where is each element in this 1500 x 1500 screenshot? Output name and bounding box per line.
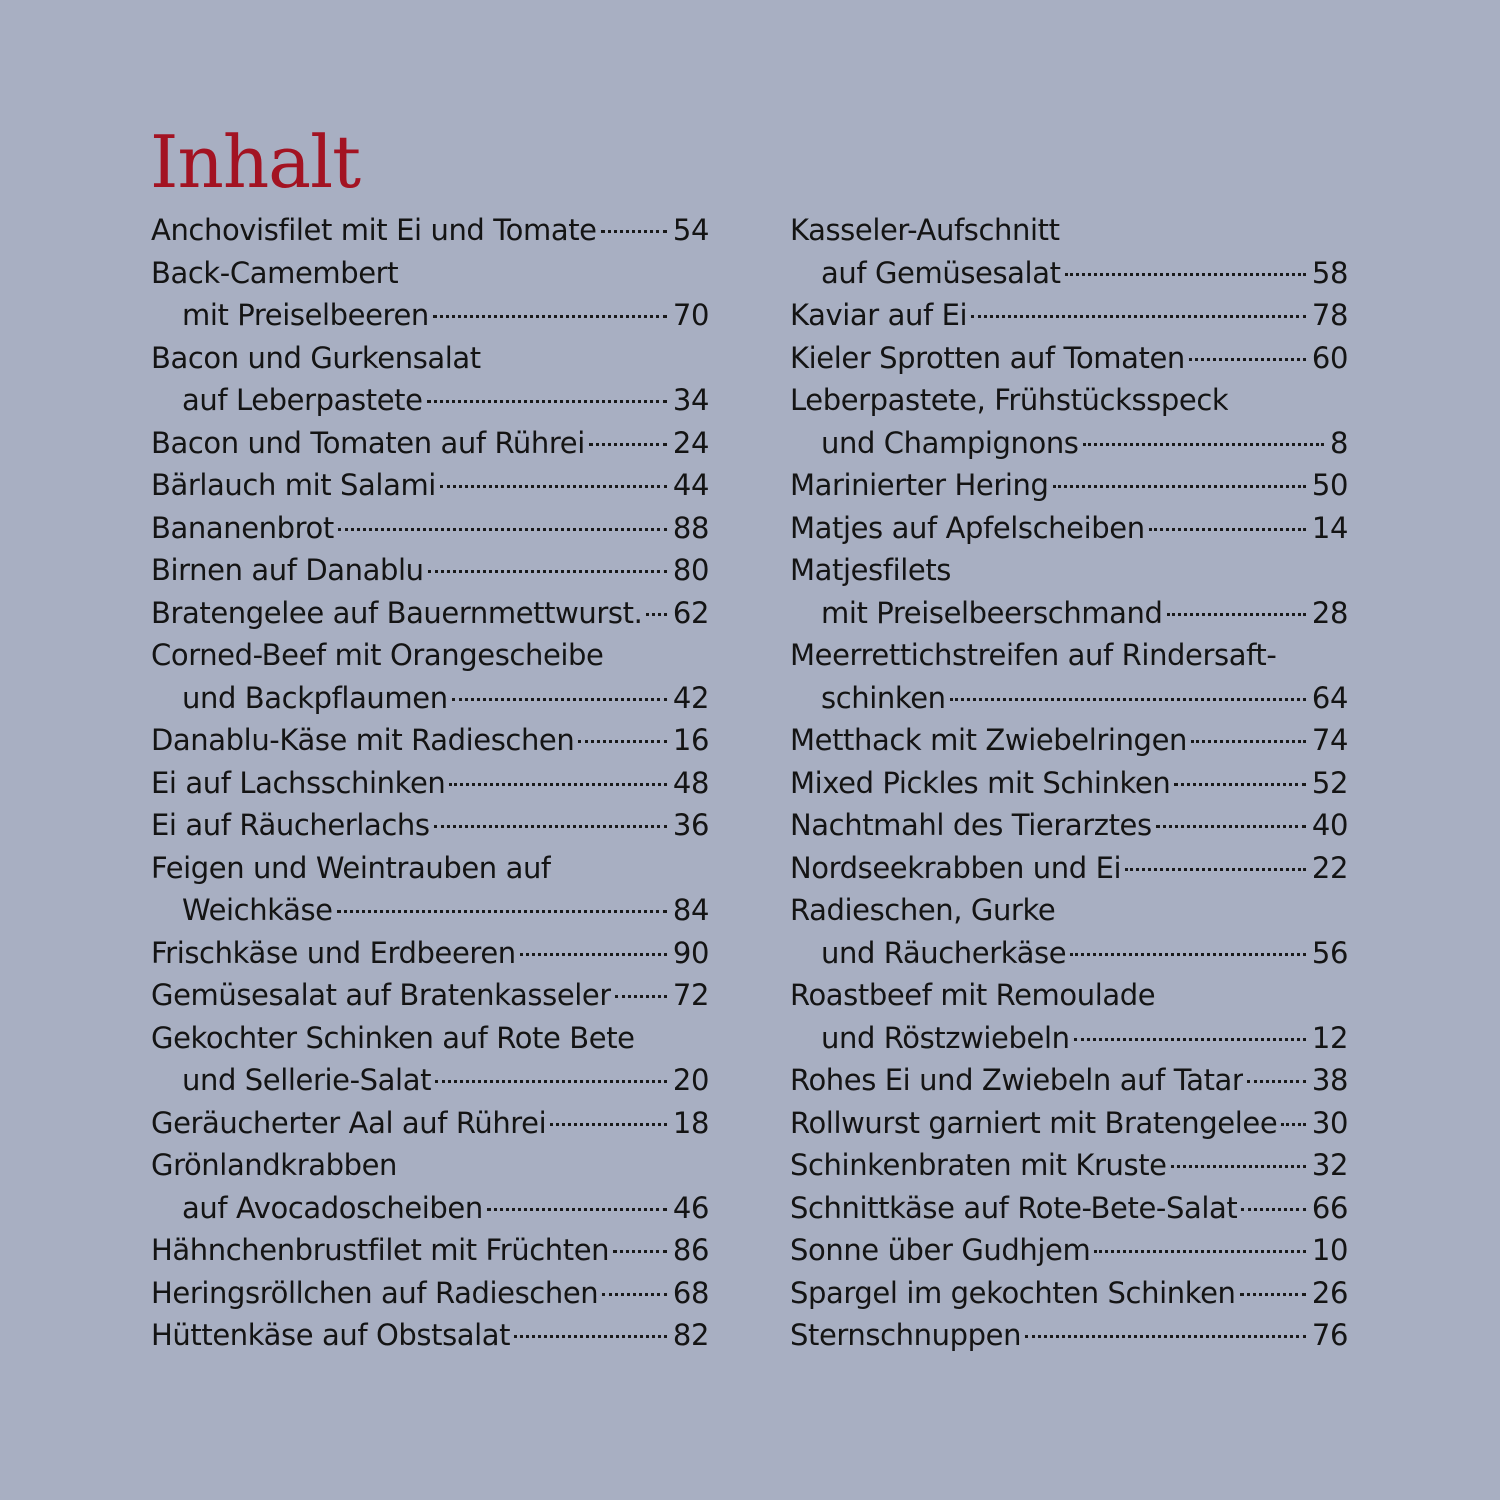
toc-entry-title: Kieler Sprotten auf Tomaten [790, 340, 1185, 375]
toc-entry-title: Schnittkäse auf Rote-Bete-Salat [790, 1190, 1238, 1225]
toc-entry-line [790, 592, 1348, 635]
toc-entry-line [790, 507, 1348, 550]
toc-entry-title: Grönlandkrabben [151, 1148, 398, 1182]
toc-entry-title: Hüttenkäse auf Obstsalat [151, 1318, 511, 1352]
toc-entry-line [151, 294, 709, 337]
toc-entry-line [151, 762, 709, 805]
dot-leader [1240, 1293, 1306, 1296]
dot-leader [1125, 868, 1306, 871]
dot-leader [578, 740, 667, 743]
toc-entry-line [790, 294, 1348, 337]
dot-leader [613, 1250, 667, 1253]
toc-page-number: 48 [672, 765, 709, 800]
toc-entry-title: Matjesfilets [790, 553, 952, 587]
dot-leader [449, 783, 667, 786]
toc-entry-line [151, 847, 709, 890]
toc-entry-title: und Röstzwiebeln [821, 1020, 1070, 1055]
toc-entry-title: Back-Camembert [151, 255, 399, 290]
toc-page-number: 18 [672, 1105, 709, 1140]
dot-leader [1065, 273, 1306, 276]
toc-entry-line [790, 1059, 1348, 1102]
toc-entry-title: Meerrettichstreifen auf Rindersaft- [790, 638, 1277, 672]
toc-entry-title: auf Avocadoscheiben [182, 1190, 483, 1225]
toc-entry-line [151, 507, 709, 550]
toc-entry-line [151, 337, 709, 380]
toc-page-number: 58 [1311, 255, 1348, 290]
toc-entry-title: mit Preiselbeeren [182, 298, 429, 332]
dot-leader [1174, 783, 1306, 786]
dot-leader [1070, 953, 1306, 956]
toc-page-number: 74 [1311, 723, 1348, 757]
toc-page-number: 90 [672, 935, 709, 970]
toc-entry-line [790, 1144, 1348, 1187]
toc-page-number: 68 [672, 1275, 709, 1310]
toc-entry-line [790, 337, 1348, 380]
toc-entry-line [790, 464, 1348, 507]
dot-leader [338, 528, 667, 531]
dot-leader [601, 230, 667, 233]
dot-leader [427, 400, 667, 403]
toc-page-number: 14 [1311, 510, 1348, 545]
toc-entry-line [151, 1314, 709, 1357]
toc-entry-line [790, 804, 1348, 847]
toc-entry-title: Weichkäse [182, 893, 333, 927]
toc-entry-title: Spargel im gekochten Schinken [790, 1275, 1236, 1310]
toc-entry-line [790, 634, 1348, 677]
toc-entry-title: Hähnchenbrustfilet mit Früchten [151, 1233, 610, 1267]
toc-entry-line [151, 804, 709, 847]
toc-entry-line [790, 1229, 1348, 1272]
toc-entry-line [790, 379, 1348, 422]
toc-entry-title: Nachtmahl des Tierarztes [790, 808, 1152, 842]
dot-leader [602, 1293, 667, 1296]
toc-page-number: 86 [672, 1233, 709, 1267]
dot-leader [1149, 528, 1306, 531]
toc-page-number: 36 [672, 808, 709, 842]
dot-leader [433, 315, 667, 318]
dot-leader [615, 995, 667, 998]
toc-page-number: 28 [1311, 595, 1348, 630]
dot-leader [646, 613, 666, 616]
dot-leader [428, 570, 667, 573]
toc-page-number: 22 [1311, 850, 1348, 885]
toc-entry-line [790, 889, 1348, 932]
toc-entry-title: Metthack mit Zwiebelringen [790, 723, 1187, 757]
toc-page-number: 52 [1311, 765, 1348, 800]
toc-entry-title: Leberpastete, Frühstücksspeck [790, 383, 1229, 417]
dot-leader [1247, 1080, 1305, 1083]
toc-entry-title: Ei auf Lachsschinken [151, 765, 446, 800]
toc-page-number: 38 [1311, 1063, 1348, 1097]
toc-entry-title: Rollwurst garniert mit Bratengelee [790, 1105, 1278, 1140]
toc-entry-line [151, 379, 709, 422]
dot-leader [550, 1123, 667, 1126]
dot-leader [1281, 1123, 1306, 1126]
toc-entry-line [151, 1059, 709, 1102]
toc-entry-title: und Räucherkäse [821, 935, 1067, 970]
toc-entry-title: Nordseekrabben und Ei [790, 850, 1122, 885]
toc-entry-line [151, 209, 709, 252]
toc-page-number: 50 [1311, 468, 1348, 502]
toc-page-number: 88 [672, 510, 709, 545]
toc-page-number: 10 [1311, 1233, 1348, 1267]
dot-leader [514, 1335, 667, 1338]
dot-leader [1025, 1335, 1306, 1338]
toc-entry-line [151, 252, 709, 295]
toc-entry-line [790, 1187, 1348, 1230]
toc-entry-line [151, 932, 709, 975]
toc-entry-line [151, 1272, 709, 1315]
toc-entry-line [790, 677, 1348, 720]
toc-column-left [151, 209, 709, 1357]
toc-entry-line [790, 422, 1348, 465]
toc-page-number: 44 [672, 468, 709, 502]
toc-entry-line [790, 1272, 1348, 1315]
toc-entry-title: Bacon und Tomaten auf Rührei [151, 425, 585, 460]
toc-page-number: 12 [1311, 1020, 1348, 1055]
toc-page-number: 16 [672, 723, 709, 757]
toc-entry-title: Schinkenbraten mit Kruste [790, 1148, 1167, 1182]
toc-entry-line [151, 889, 709, 932]
toc-entry-title: Heringsröllchen auf Radieschen [151, 1275, 599, 1310]
toc-entry-title: Matjes auf Apfelscheiben [790, 510, 1145, 545]
toc-entry-line [151, 634, 709, 677]
dot-leader [1189, 358, 1306, 361]
dot-leader [1156, 825, 1306, 828]
toc-entry-line [790, 1314, 1348, 1357]
dot-leader [589, 443, 667, 446]
dot-leader [1167, 613, 1306, 616]
toc-column-right [790, 209, 1348, 1357]
toc-entry-title: Ei auf Räucherlachs [151, 808, 430, 842]
toc-page-number: 24 [672, 425, 709, 460]
toc-entry-title: Sonne über Gudhjem [790, 1233, 1091, 1267]
toc-entry-title: Roastbeef mit Remoulade [790, 978, 1156, 1012]
dot-leader [440, 485, 667, 488]
toc-entry-title: Anchovisfilet mit Ei und Tomate [151, 213, 597, 247]
toc-page-number: 56 [1311, 935, 1348, 970]
toc-entry-title: Geräucherter Aal auf Rührei [151, 1105, 547, 1140]
toc-page-number: 84 [672, 893, 709, 927]
toc-page-number: 54 [672, 213, 709, 247]
toc-page-number: 80 [672, 553, 709, 587]
dot-leader [1094, 1250, 1306, 1253]
toc-page-number: 40 [1311, 808, 1348, 842]
toc-entry-line [790, 974, 1348, 1017]
toc-entry-line [151, 677, 709, 720]
toc-page-number: 66 [1311, 1190, 1348, 1225]
toc-entry-title: Kaviar auf Ei [790, 298, 968, 332]
toc-entry-title: Bärlauch mit Salami [151, 468, 436, 502]
toc-page-number: 82 [672, 1318, 709, 1352]
toc-entry-title: und Backpflaumen [182, 680, 448, 715]
toc-page-number: 78 [1311, 298, 1348, 332]
dot-leader [337, 910, 667, 913]
toc-entry-title: Rohes Ei und Zwiebeln auf Tatar [790, 1063, 1244, 1097]
toc-entry-line [151, 1102, 709, 1145]
toc-page-number: 30 [1311, 1105, 1348, 1140]
dot-leader [1074, 1038, 1306, 1041]
toc-entry-line [151, 1144, 709, 1187]
toc-entry-line [151, 592, 709, 635]
toc-entry-line [151, 974, 709, 1017]
toc-entry-line [151, 1017, 709, 1060]
toc-entry-title: Sternschnuppen [790, 1318, 1022, 1352]
toc-entry-line [151, 549, 709, 592]
toc-page-number: 70 [672, 298, 709, 332]
dot-leader [1171, 1165, 1306, 1168]
toc-entry-title: Kasseler-Aufschnitt [790, 213, 1060, 247]
dot-leader [435, 1080, 667, 1083]
toc-entry-line [790, 209, 1348, 252]
toc-entry-title: Radieschen, Gurke [790, 893, 1056, 927]
dot-leader [434, 825, 667, 828]
toc-entry-line [790, 549, 1348, 592]
toc-entry-title: Frischkäse und Erdbeeren [151, 935, 516, 970]
toc-entry-line [790, 762, 1348, 805]
toc-page-number: 72 [672, 978, 709, 1012]
toc-entry-title: auf Gemüsesalat [821, 255, 1061, 290]
toc-page-number: 8 [1329, 425, 1348, 460]
toc-page-number: 34 [672, 383, 709, 417]
toc-page-number: 32 [1311, 1148, 1348, 1182]
dot-leader [1241, 1208, 1306, 1211]
toc-entry-line [790, 1102, 1348, 1145]
toc-entry-title: und Champignons [821, 425, 1079, 460]
toc-entry-line [790, 719, 1348, 762]
toc-entry-line [151, 1187, 709, 1230]
toc-page-number: 26 [1311, 1275, 1348, 1310]
toc-entry-line [790, 1017, 1348, 1060]
toc-page-number: 20 [672, 1063, 709, 1097]
dot-leader [1191, 740, 1306, 743]
toc-page-number: 42 [672, 680, 709, 715]
toc-entry-title: Mixed Pickles mit Schinken [790, 765, 1171, 800]
toc-entry-title: Bratengelee auf Bauernmettwurst. [151, 595, 643, 630]
dot-leader [1053, 485, 1306, 488]
toc-entry-title: auf Leberpastete [182, 383, 423, 417]
dot-leader [1083, 443, 1324, 446]
toc-entry-title: Bananenbrot [151, 510, 334, 545]
dot-leader [520, 953, 667, 956]
toc-page-number: 60 [1311, 340, 1348, 375]
toc-entry-line [790, 252, 1348, 295]
toc-entry-title: mit Preiselbeerschmand [821, 595, 1163, 630]
toc-entry-line [151, 464, 709, 507]
toc-entry-line [151, 1229, 709, 1272]
dot-leader [950, 698, 1306, 701]
dot-leader [971, 315, 1306, 318]
toc-entry-title: Feigen und Weintrauben auf [151, 850, 551, 885]
dot-leader [487, 1208, 667, 1211]
toc-entry-title: Danablu-Käse mit Radieschen [151, 723, 575, 757]
toc-entry-title: Birnen auf Danablu [151, 553, 424, 587]
toc-entry-title: Marinierter Hering [790, 468, 1049, 502]
toc-page-number: 62 [672, 595, 709, 630]
toc-entry-line [790, 847, 1348, 890]
toc-entry-line [151, 719, 709, 762]
page-title: Inhalt [150, 120, 361, 204]
toc-entry-title: Bacon und Gurkensalat [151, 340, 481, 375]
toc-entry-title: Gemüsesalat auf Bratenkasseler [151, 978, 611, 1012]
toc-entry-title: schinken [821, 680, 946, 715]
toc-entry-line [151, 422, 709, 465]
toc-entry-title: und Sellerie-Salat [182, 1063, 432, 1097]
toc-page-number: 76 [1311, 1318, 1348, 1352]
dot-leader [452, 698, 667, 701]
toc-entry-title: Gekochter Schinken auf Rote Bete [151, 1020, 635, 1055]
toc-page-number: 46 [672, 1190, 709, 1225]
toc-entry-title: Corned-Beef mit Orangescheibe [151, 638, 604, 672]
toc-page-number: 64 [1311, 680, 1348, 715]
toc-entry-line [790, 932, 1348, 975]
